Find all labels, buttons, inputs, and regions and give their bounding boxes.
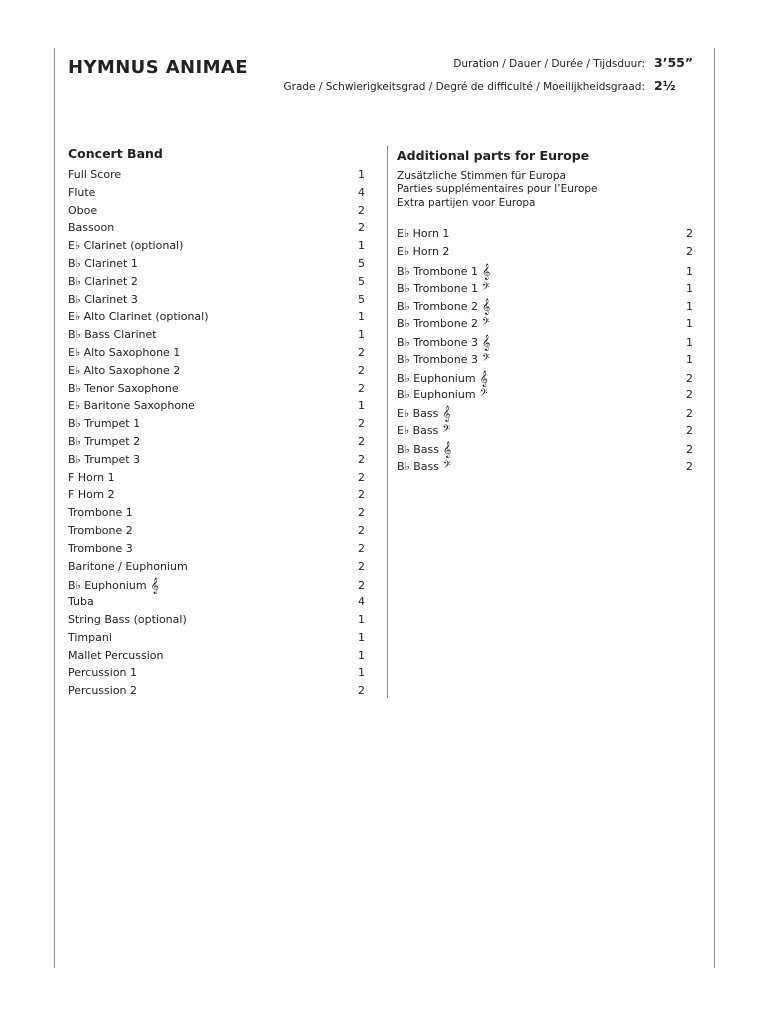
instrument-label: Percussion 2 [68, 684, 138, 698]
instrument-label: E♭ Horn 1 [397, 227, 450, 241]
instrument-name [68, 364, 180, 377]
instrument-name [397, 227, 449, 240]
treble-clef-icon: 𝄞 [482, 299, 491, 316]
quantity: 5 [358, 274, 365, 288]
list-item [397, 281, 693, 299]
list-item [68, 506, 365, 524]
list-item [68, 417, 365, 435]
treble-clef-icon: 𝄞 [442, 406, 451, 423]
instrument-name [68, 684, 137, 697]
list-item [68, 435, 365, 453]
instrument-label: B♭ Trombone 2 [397, 300, 479, 314]
instrument-name [397, 370, 488, 386]
instrument-label: B♭ Tenor Saxophone [68, 381, 179, 395]
quantity: 2 [358, 579, 365, 593]
quantity: 2 [686, 459, 693, 473]
left-rule-line [54, 48, 55, 968]
bass-clef-icon: 𝄢 [482, 280, 490, 295]
quantity: 1 [358, 239, 365, 253]
list-item [68, 293, 365, 311]
quantity: 1 [358, 612, 365, 626]
quantity: 1 [686, 317, 693, 331]
instrument-label: B♭ Bass Clarinet [68, 328, 157, 342]
quantity: 1 [358, 168, 365, 181]
instrument-name [68, 613, 187, 626]
list-item [68, 346, 365, 364]
meta-block [272, 55, 702, 101]
quantity: 2 [686, 371, 693, 385]
instrument-label: E♭ Baritone Saxophone [68, 399, 195, 413]
quantity: 1 [686, 264, 693, 278]
instrument-label: B♭ Euphonium [68, 579, 147, 593]
instrument-name [397, 245, 449, 258]
europe-heading: Additional parts for Europe [397, 148, 590, 163]
europe-subtitle-fr: Parties supplémentaires pour l’Europe [397, 183, 598, 196]
europe-subtitle-nl: Extra partijen voor Europa [397, 196, 536, 209]
instrument-label: B♭ Trumpet 2 [68, 434, 141, 448]
instrument-label: Tuba [68, 595, 94, 609]
list-item [397, 245, 693, 263]
instrument-label: Trombone 2 [68, 523, 133, 537]
list-item [68, 649, 365, 667]
quantity: 1 [358, 648, 365, 662]
instrument-label: E♭ Clarinet (optional) [68, 239, 184, 253]
duration-label: Duration / Dauer / Durée / Tijdsduur: [453, 58, 645, 70]
instrument-name [397, 334, 490, 350]
instrument-label: Oboe [68, 203, 98, 217]
instrument-label: Bassoon [68, 221, 115, 235]
quantity: 2 [358, 470, 365, 484]
duration-value: 3’55” [654, 55, 694, 70]
list-item [397, 298, 693, 316]
instrument-label: Timpani [68, 630, 112, 644]
europe-parts-list [397, 227, 693, 476]
column-divider-line [387, 146, 388, 698]
instrument-label: B♭ Bass [397, 459, 439, 473]
treble-clef-icon: 𝄞 [442, 441, 452, 458]
concert-band-heading: Concert Band [68, 146, 163, 161]
quantity: 2 [358, 559, 365, 573]
instrument-name [68, 595, 94, 608]
instrument-name [68, 275, 138, 288]
list-item [68, 631, 365, 649]
instrument-label: Trombone 1 [68, 506, 133, 520]
europe-parts-section [397, 148, 693, 476]
quantity: 1 [358, 630, 365, 644]
instrument-label: Percussion 1 [68, 666, 138, 680]
instrument-label: F Horn 2 [68, 488, 115, 502]
list-item [397, 405, 693, 423]
quantity: 2 [358, 684, 365, 698]
instrument-label: B♭ Trombone 1 [397, 264, 479, 278]
treble-clef-icon: 𝄞 [479, 370, 488, 387]
list-item [68, 186, 365, 204]
list-item [68, 560, 365, 578]
list-item [68, 275, 365, 293]
instrument-label: E♭ Bass [397, 407, 439, 421]
list-item [68, 524, 365, 542]
quantity: 1 [358, 666, 365, 680]
treble-clef-icon: 𝄞 [482, 335, 491, 351]
instrument-name [68, 577, 159, 593]
instrument-name [68, 542, 133, 555]
quantity: 2 [358, 488, 365, 502]
list-item [397, 352, 693, 370]
quantity: 1 [686, 300, 693, 314]
instrument-name [397, 263, 490, 279]
list-item [68, 221, 365, 239]
quantity: 2 [686, 245, 693, 259]
quantity: 1 [686, 281, 693, 295]
quantity: 2 [358, 541, 365, 555]
list-item [68, 239, 365, 257]
instrument-name [68, 506, 133, 519]
list-item [68, 684, 365, 702]
list-item [68, 382, 365, 400]
list-item [397, 316, 693, 334]
grade-value: 2½ [654, 78, 676, 93]
instrument-name [68, 524, 133, 537]
list-item [397, 423, 693, 441]
treble-clef-icon: 𝄞 [150, 578, 159, 595]
instrument-label: Trombone 3 [68, 541, 133, 555]
list-item [68, 328, 365, 346]
list-item [397, 334, 693, 352]
instrument-label: B♭ Clarinet 3 [68, 292, 138, 306]
list-item [68, 542, 365, 560]
quantity: 2 [686, 442, 693, 456]
instrument-name [397, 441, 451, 457]
quantity: 2 [358, 363, 365, 377]
quantity: 2 [358, 417, 365, 431]
quantity: 2 [686, 423, 693, 437]
instrument-name [68, 168, 121, 181]
instrument-label: E♭ Alto Saxophone 1 [68, 345, 181, 359]
instrument-name [68, 399, 195, 412]
list-item [68, 577, 365, 595]
list-item [68, 310, 365, 328]
instrument-label: B♭ Trombone 3 [397, 352, 479, 366]
quantity: 1 [358, 328, 365, 342]
grade-row [272, 78, 702, 93]
list-item [397, 387, 693, 405]
instrument-label: B♭ Trombone 3 [397, 336, 479, 349]
instrument-label: B♭ Trumpet 3 [68, 452, 141, 466]
instrument-label: B♭ Bass [397, 442, 439, 456]
bass-clef-icon: 𝄢 [482, 316, 490, 331]
list-item [397, 263, 693, 281]
instrument-name [68, 186, 95, 199]
bass-clef-icon: 𝄢 [442, 422, 451, 437]
instrument-name [68, 257, 138, 270]
instrument-label: E♭ Alto Clarinet (optional) [68, 310, 209, 324]
instrument-name [68, 293, 138, 306]
quantity: 2 [358, 345, 365, 359]
list-item [397, 459, 693, 477]
instrument-label: B♭ Trombone 2 [397, 317, 479, 331]
quantity: 2 [358, 221, 365, 235]
instrument-label: E♭ Horn 2 [397, 245, 450, 259]
list-item [68, 613, 365, 631]
instrument-name [68, 346, 180, 359]
instrument-label: E♭ Alto Saxophone 2 [68, 363, 181, 377]
instrument-label: F Horn 1 [68, 470, 115, 484]
instrument-name [68, 382, 179, 395]
page-title: HYMNUS ANIMAE [68, 57, 248, 78]
instrument-label: B♭ Trombone 1 [397, 281, 479, 295]
list-item [68, 488, 365, 506]
quantity: 2 [358, 452, 365, 466]
bass-clef-icon: 𝄢 [479, 387, 488, 402]
instrument-label: B♭ Clarinet 2 [68, 274, 138, 288]
right-rule-line [714, 48, 715, 968]
instrument-label: B♭ Clarinet 1 [68, 256, 138, 270]
list-item [68, 257, 365, 275]
instrument-label: B♭ Trumpet 1 [68, 417, 141, 431]
concert-band-section [68, 146, 365, 702]
quantity: 5 [358, 292, 365, 306]
list-item [68, 453, 365, 471]
quantity: 1 [686, 336, 693, 349]
instrument-name [68, 328, 157, 341]
instrument-name [68, 649, 163, 662]
instrument-name [68, 310, 209, 323]
bass-clef-icon: 𝄢 [442, 458, 451, 473]
instrument-name [68, 488, 115, 501]
quantity: 5 [358, 256, 365, 270]
list-item [397, 370, 693, 388]
spacer [397, 210, 693, 227]
list-item [68, 168, 365, 186]
instrument-name [397, 459, 451, 474]
instrument-name [397, 316, 490, 331]
grade-label: Grade / Schwierigkeitsgrad / Degré de difficulté / Moeilijkheidsgraad: [283, 81, 645, 93]
quantity: 4 [358, 185, 365, 199]
quantity: 2 [358, 506, 365, 520]
list-item [397, 227, 693, 245]
instrument-label: Baritone / Euphonium [68, 559, 188, 573]
instrument-name [68, 453, 140, 466]
treble-clef-icon: 𝄞 [482, 263, 491, 280]
list-item [68, 399, 365, 417]
bass-clef-icon: 𝄢 [482, 351, 490, 366]
instrument-name [397, 387, 487, 402]
quantity: 2 [358, 381, 365, 395]
instrument-name [397, 423, 450, 438]
quantity: 1 [358, 310, 365, 324]
instrument-name [68, 631, 112, 644]
instrument-label: B♭ Euphonium [397, 371, 476, 385]
instrument-label: Flute [68, 185, 96, 199]
quantity: 2 [686, 407, 693, 421]
quantity: 2 [358, 203, 365, 217]
instrument-name [68, 239, 183, 252]
instrument-name [68, 666, 137, 679]
instrument-label: String Bass (optional) [68, 612, 187, 626]
instrument-label: Mallet Percussion [68, 648, 164, 662]
instrument-name [397, 405, 451, 421]
instrument-name [397, 352, 490, 367]
instrument-label: Full Score [68, 168, 122, 181]
quantity: 4 [358, 595, 365, 609]
list-item [68, 204, 365, 222]
instrument-name [68, 560, 188, 573]
duration-row [272, 55, 702, 70]
quantity: 1 [358, 399, 365, 413]
instrument-name [68, 221, 114, 234]
concert-band-list [68, 168, 365, 702]
list-item [68, 471, 365, 489]
quantity: 2 [358, 523, 365, 537]
europe-subtitle-de: Zusätzliche Stimmen für Europa [397, 170, 566, 182]
instrument-label: B♭ Euphonium [397, 388, 476, 402]
instrument-name [68, 435, 140, 448]
list-item [397, 441, 693, 459]
list-item [68, 364, 365, 382]
quantity: 1 [686, 352, 693, 366]
list-item [68, 595, 365, 613]
instrument-name [397, 298, 490, 314]
quantity: 2 [686, 388, 693, 402]
instrument-name [68, 471, 115, 484]
instrument-name [68, 417, 140, 430]
quantity: 2 [358, 434, 365, 448]
list-item [68, 666, 365, 684]
instrument-label: E♭ Bass [397, 423, 439, 437]
quantity: 2 [686, 227, 693, 241]
instrument-name [68, 204, 97, 217]
instrument-name [397, 281, 490, 296]
